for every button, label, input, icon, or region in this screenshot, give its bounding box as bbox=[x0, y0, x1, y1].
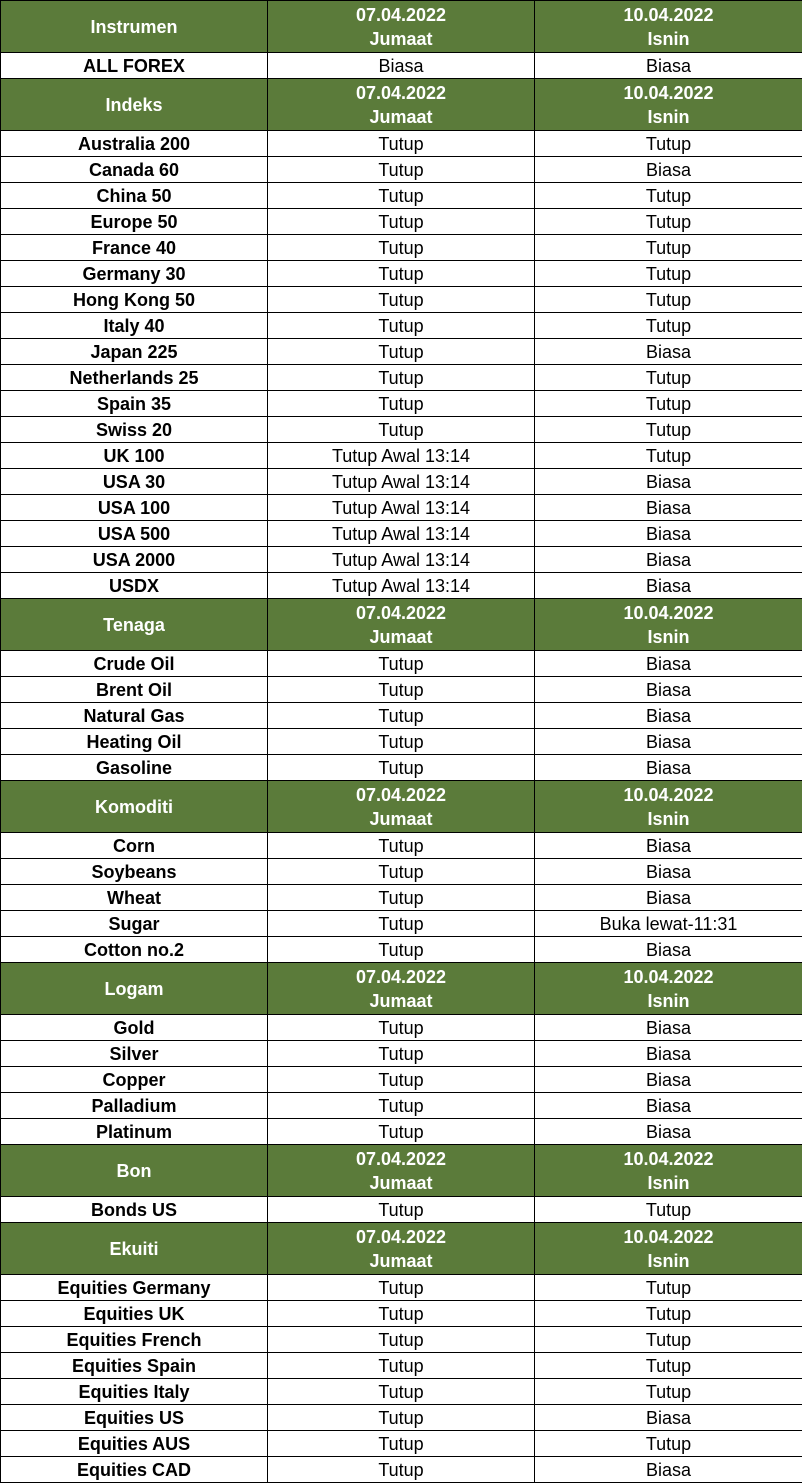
status-day-2: Biasa bbox=[535, 1119, 802, 1145]
date-label: 07.04.2022 bbox=[355, 82, 447, 103]
status-day-2: Biasa bbox=[535, 729, 802, 755]
instrument-name: China 50 bbox=[1, 183, 268, 209]
table-row bbox=[1, 1015, 802, 1041]
instrument-name: Palladium bbox=[1, 1093, 268, 1119]
instrument-name: Equities French bbox=[1, 1327, 268, 1353]
instrument-name: Bonds US bbox=[1, 1197, 268, 1223]
date-label: 10.04.2022 bbox=[623, 784, 714, 805]
instrument-name: USA 2000 bbox=[1, 547, 268, 573]
table-row bbox=[1, 1405, 802, 1431]
table-row bbox=[1, 131, 802, 157]
table-row bbox=[1, 703, 802, 729]
table-row bbox=[1, 651, 802, 677]
table-row bbox=[1, 1301, 802, 1327]
status-day-2: Tutup bbox=[535, 1353, 802, 1379]
table-row bbox=[1, 755, 802, 781]
table-row bbox=[1, 729, 802, 755]
status-day-2: Biasa bbox=[535, 937, 802, 963]
instrument-name: UK 100 bbox=[1, 443, 268, 469]
table-row bbox=[1, 1275, 802, 1301]
table-row bbox=[1, 1067, 802, 1093]
instrument-name: Swiss 20 bbox=[1, 417, 268, 443]
section-header-indeks bbox=[1, 79, 802, 131]
instrument-name: USA 30 bbox=[1, 469, 268, 495]
status-day-2: Tutup bbox=[535, 1275, 802, 1301]
table-row bbox=[1, 235, 802, 261]
status-day-1: Tutup bbox=[268, 911, 535, 937]
table-row bbox=[1, 573, 802, 599]
table-row bbox=[1, 157, 802, 183]
table-row bbox=[1, 417, 802, 443]
section-header-tenaga bbox=[1, 599, 802, 651]
date-label: 10.04.2022 bbox=[623, 1148, 714, 1169]
instrument-name: Equities Spain bbox=[1, 1353, 268, 1379]
status-day-1: Biasa bbox=[268, 53, 535, 79]
date-label: 07.04.2022 bbox=[355, 1226, 447, 1247]
instrument-name: Brent Oil bbox=[1, 677, 268, 703]
section-header-logam bbox=[1, 963, 802, 1015]
status-day-1: Tutup bbox=[268, 1275, 535, 1301]
status-day-1: Tutup bbox=[268, 1353, 535, 1379]
status-day-1: Tutup bbox=[268, 1301, 535, 1327]
status-day-1: Tutup bbox=[268, 1119, 535, 1145]
status-day-1: Tutup Awal 13:14 bbox=[268, 495, 535, 521]
instrument-name: Equities AUS bbox=[1, 1431, 268, 1457]
status-day-1: Tutup bbox=[268, 183, 535, 209]
section-title: Tenaga bbox=[1, 599, 268, 651]
section-header-ekuiti bbox=[1, 1223, 802, 1275]
date-column-header-1 bbox=[268, 79, 535, 131]
section-title: Logam bbox=[1, 963, 268, 1015]
instrument-name: Natural Gas bbox=[1, 703, 268, 729]
section-title: Ekuiti bbox=[1, 1223, 268, 1275]
date-label: 07.04.2022 bbox=[355, 966, 447, 987]
status-day-1: Tutup bbox=[268, 339, 535, 365]
status-day-2: Biasa bbox=[535, 833, 802, 859]
status-day-2: Biasa bbox=[535, 1093, 802, 1119]
status-day-1: Tutup Awal 13:14 bbox=[268, 521, 535, 547]
instrument-name: USA 100 bbox=[1, 495, 268, 521]
instrument-name: Equities UK bbox=[1, 1301, 268, 1327]
section-header-bon bbox=[1, 1145, 802, 1197]
instrument-name: Canada 60 bbox=[1, 157, 268, 183]
status-day-1: Tutup bbox=[268, 1093, 535, 1119]
status-day-1: Tutup bbox=[268, 703, 535, 729]
status-day-1: Tutup bbox=[268, 833, 535, 859]
instrument-name: Europe 50 bbox=[1, 209, 268, 235]
status-day-2: Biasa bbox=[535, 547, 802, 573]
status-day-1: Tutup bbox=[268, 885, 535, 911]
date-column-header-2 bbox=[535, 599, 802, 651]
date-label: 10.04.2022 bbox=[623, 4, 714, 25]
status-day-1: Tutup bbox=[268, 313, 535, 339]
table-row bbox=[1, 183, 802, 209]
status-day-1: Tutup bbox=[268, 755, 535, 781]
date-column-header-2 bbox=[535, 1145, 802, 1197]
status-day-2: Tutup bbox=[535, 391, 802, 417]
status-day-2: Tutup bbox=[535, 1197, 802, 1223]
table-row bbox=[1, 365, 802, 391]
status-day-2: Biasa bbox=[535, 1015, 802, 1041]
date-column-header-2 bbox=[535, 781, 802, 833]
table-row bbox=[1, 261, 802, 287]
status-day-2: Tutup bbox=[535, 235, 802, 261]
weekday-label: Jumaat bbox=[369, 1250, 433, 1271]
date-column-header-2 bbox=[535, 79, 802, 131]
status-day-1: Tutup bbox=[268, 729, 535, 755]
weekday-label: Isnin bbox=[647, 626, 690, 647]
weekday-label: Jumaat bbox=[369, 808, 433, 829]
status-day-2: Biasa bbox=[535, 651, 802, 677]
table-row bbox=[1, 1197, 802, 1223]
status-day-2: Tutup bbox=[535, 313, 802, 339]
date-label: 07.04.2022 bbox=[355, 784, 447, 805]
section-title: Bon bbox=[1, 1145, 268, 1197]
instrument-name: Gold bbox=[1, 1015, 268, 1041]
status-day-1: Tutup bbox=[268, 235, 535, 261]
table-row bbox=[1, 1093, 802, 1119]
instrument-name: France 40 bbox=[1, 235, 268, 261]
section-header-instrumen bbox=[1, 1, 802, 53]
status-day-2: Tutup bbox=[535, 261, 802, 287]
status-day-2: Biasa bbox=[535, 53, 802, 79]
date-label: 07.04.2022 bbox=[355, 602, 447, 623]
instrument-name: Australia 200 bbox=[1, 131, 268, 157]
section-title: Instrumen bbox=[1, 1, 268, 53]
status-day-2: Biasa bbox=[535, 703, 802, 729]
status-day-1: Tutup bbox=[268, 1379, 535, 1405]
weekday-label: Jumaat bbox=[369, 1172, 433, 1193]
status-day-2: Tutup bbox=[535, 365, 802, 391]
instrument-name: Gasoline bbox=[1, 755, 268, 781]
status-day-2: Buka lewat-11:31 bbox=[535, 911, 802, 937]
status-day-2: Biasa bbox=[535, 755, 802, 781]
weekday-label: Jumaat bbox=[369, 106, 433, 127]
instrument-name: Copper bbox=[1, 1067, 268, 1093]
status-day-1: Tutup bbox=[268, 1457, 535, 1483]
table-row bbox=[1, 1379, 802, 1405]
instrument-name: Spain 35 bbox=[1, 391, 268, 417]
weekday-label: Isnin bbox=[647, 28, 690, 49]
status-day-1: Tutup bbox=[268, 417, 535, 443]
status-day-2: Tutup bbox=[535, 443, 802, 469]
instrument-name: Crude Oil bbox=[1, 651, 268, 677]
table-row bbox=[1, 339, 802, 365]
table-row bbox=[1, 1327, 802, 1353]
status-day-1: Tutup bbox=[268, 677, 535, 703]
status-day-2: Biasa bbox=[535, 1067, 802, 1093]
status-day-2: Biasa bbox=[535, 469, 802, 495]
status-day-2: Tutup bbox=[535, 131, 802, 157]
status-day-2: Biasa bbox=[535, 1457, 802, 1483]
status-day-2: Tutup bbox=[535, 1301, 802, 1327]
weekday-label: Jumaat bbox=[369, 990, 433, 1011]
status-day-2: Biasa bbox=[535, 495, 802, 521]
table-row bbox=[1, 495, 802, 521]
instrument-name: Heating Oil bbox=[1, 729, 268, 755]
status-day-2: Biasa bbox=[535, 157, 802, 183]
status-day-1: Tutup bbox=[268, 1067, 535, 1093]
status-day-1: Tutup bbox=[268, 287, 535, 313]
date-column-header-2 bbox=[535, 963, 802, 1015]
date-label: 10.04.2022 bbox=[623, 1226, 714, 1247]
table-row bbox=[1, 209, 802, 235]
instrument-name: Wheat bbox=[1, 885, 268, 911]
status-day-2: Tutup bbox=[535, 287, 802, 313]
date-label: 07.04.2022 bbox=[355, 4, 447, 25]
date-column-header-1 bbox=[268, 1223, 535, 1275]
table-row bbox=[1, 833, 802, 859]
table-row bbox=[1, 53, 802, 79]
table-row bbox=[1, 911, 802, 937]
instrument-name: USDX bbox=[1, 573, 268, 599]
status-day-1: Tutup bbox=[268, 1431, 535, 1457]
status-day-1: Tutup bbox=[268, 157, 535, 183]
status-day-1: Tutup bbox=[268, 1327, 535, 1353]
weekday-label: Jumaat bbox=[369, 28, 433, 49]
date-column-header-2 bbox=[535, 1, 802, 53]
weekday-label: Isnin bbox=[647, 106, 690, 127]
date-column-header-1 bbox=[268, 1145, 535, 1197]
status-day-2: Biasa bbox=[535, 1041, 802, 1067]
table-row bbox=[1, 885, 802, 911]
weekday-label: Isnin bbox=[647, 1172, 690, 1193]
date-label: 10.04.2022 bbox=[623, 602, 714, 623]
status-day-2: Biasa bbox=[535, 1405, 802, 1431]
date-label: 07.04.2022 bbox=[355, 1148, 447, 1169]
table-row bbox=[1, 1041, 802, 1067]
status-day-2: Tutup bbox=[535, 1379, 802, 1405]
instrument-name: Soybeans bbox=[1, 859, 268, 885]
status-day-1: Tutup bbox=[268, 365, 535, 391]
status-day-1: Tutup bbox=[268, 1015, 535, 1041]
instrument-name: Equities CAD bbox=[1, 1457, 268, 1483]
status-day-1: Tutup bbox=[268, 391, 535, 417]
status-day-2: Biasa bbox=[535, 859, 802, 885]
date-column-header-1 bbox=[268, 599, 535, 651]
status-day-2: Tutup bbox=[535, 183, 802, 209]
instrument-name: USA 500 bbox=[1, 521, 268, 547]
instrument-name: Equities US bbox=[1, 1405, 268, 1431]
schedule-body bbox=[1, 1, 802, 1483]
table-row bbox=[1, 1353, 802, 1379]
instrument-name: Platinum bbox=[1, 1119, 268, 1145]
status-day-2: Biasa bbox=[535, 677, 802, 703]
table-row bbox=[1, 677, 802, 703]
section-title: Indeks bbox=[1, 79, 268, 131]
instrument-name: ALL FOREX bbox=[1, 53, 268, 79]
status-day-2: Biasa bbox=[535, 339, 802, 365]
date-column-header-2 bbox=[535, 1223, 802, 1275]
status-day-1: Tutup bbox=[268, 209, 535, 235]
status-day-1: Tutup bbox=[268, 651, 535, 677]
table-row bbox=[1, 547, 802, 573]
weekday-label: Isnin bbox=[647, 1250, 690, 1271]
status-day-2: Tutup bbox=[535, 1327, 802, 1353]
section-title: Komoditi bbox=[1, 781, 268, 833]
weekday-label: Jumaat bbox=[369, 626, 433, 647]
instrument-name: Germany 30 bbox=[1, 261, 268, 287]
weekday-label: Isnin bbox=[647, 808, 690, 829]
status-day-2: Biasa bbox=[535, 521, 802, 547]
date-column-header-1 bbox=[268, 781, 535, 833]
table-row bbox=[1, 469, 802, 495]
date-column-header-1 bbox=[268, 1, 535, 53]
instrument-name: Japan 225 bbox=[1, 339, 268, 365]
instrument-name: Hong Kong 50 bbox=[1, 287, 268, 313]
instrument-name: Corn bbox=[1, 833, 268, 859]
status-day-1: Tutup bbox=[268, 937, 535, 963]
status-day-2: Tutup bbox=[535, 417, 802, 443]
status-day-1: Tutup bbox=[268, 859, 535, 885]
table-row bbox=[1, 287, 802, 313]
table-row bbox=[1, 1119, 802, 1145]
instrument-name: Cotton no.2 bbox=[1, 937, 268, 963]
table-row bbox=[1, 1457, 802, 1483]
status-day-1: Tutup Awal 13:14 bbox=[268, 469, 535, 495]
status-day-1: Tutup bbox=[268, 1405, 535, 1431]
status-day-1: Tutup Awal 13:14 bbox=[268, 573, 535, 599]
status-day-1: Tutup bbox=[268, 1041, 535, 1067]
table-row bbox=[1, 521, 802, 547]
table-row bbox=[1, 859, 802, 885]
instrument-name: Netherlands 25 bbox=[1, 365, 268, 391]
table-row bbox=[1, 313, 802, 339]
status-day-2: Biasa bbox=[535, 573, 802, 599]
instrument-name: Equities Italy bbox=[1, 1379, 268, 1405]
status-day-2: Tutup bbox=[535, 209, 802, 235]
status-day-1: Tutup Awal 13:14 bbox=[268, 443, 535, 469]
table-row bbox=[1, 391, 802, 417]
status-day-1: Tutup bbox=[268, 1197, 535, 1223]
status-day-2: Biasa bbox=[535, 885, 802, 911]
table-row bbox=[1, 1431, 802, 1457]
instrument-name: Sugar bbox=[1, 911, 268, 937]
table-row bbox=[1, 937, 802, 963]
status-day-1: Tutup Awal 13:14 bbox=[268, 547, 535, 573]
instrument-name: Equities Germany bbox=[1, 1275, 268, 1301]
section-header-komoditi bbox=[1, 781, 802, 833]
status-day-1: Tutup bbox=[268, 131, 535, 157]
date-label: 10.04.2022 bbox=[623, 966, 714, 987]
status-day-2: Tutup bbox=[535, 1431, 802, 1457]
date-label: 10.04.2022 bbox=[623, 82, 714, 103]
date-column-header-1 bbox=[268, 963, 535, 1015]
table-row bbox=[1, 443, 802, 469]
weekday-label: Isnin bbox=[647, 990, 690, 1011]
instrument-name: Italy 40 bbox=[1, 313, 268, 339]
status-day-1: Tutup bbox=[268, 261, 535, 287]
instrument-name: Silver bbox=[1, 1041, 268, 1067]
